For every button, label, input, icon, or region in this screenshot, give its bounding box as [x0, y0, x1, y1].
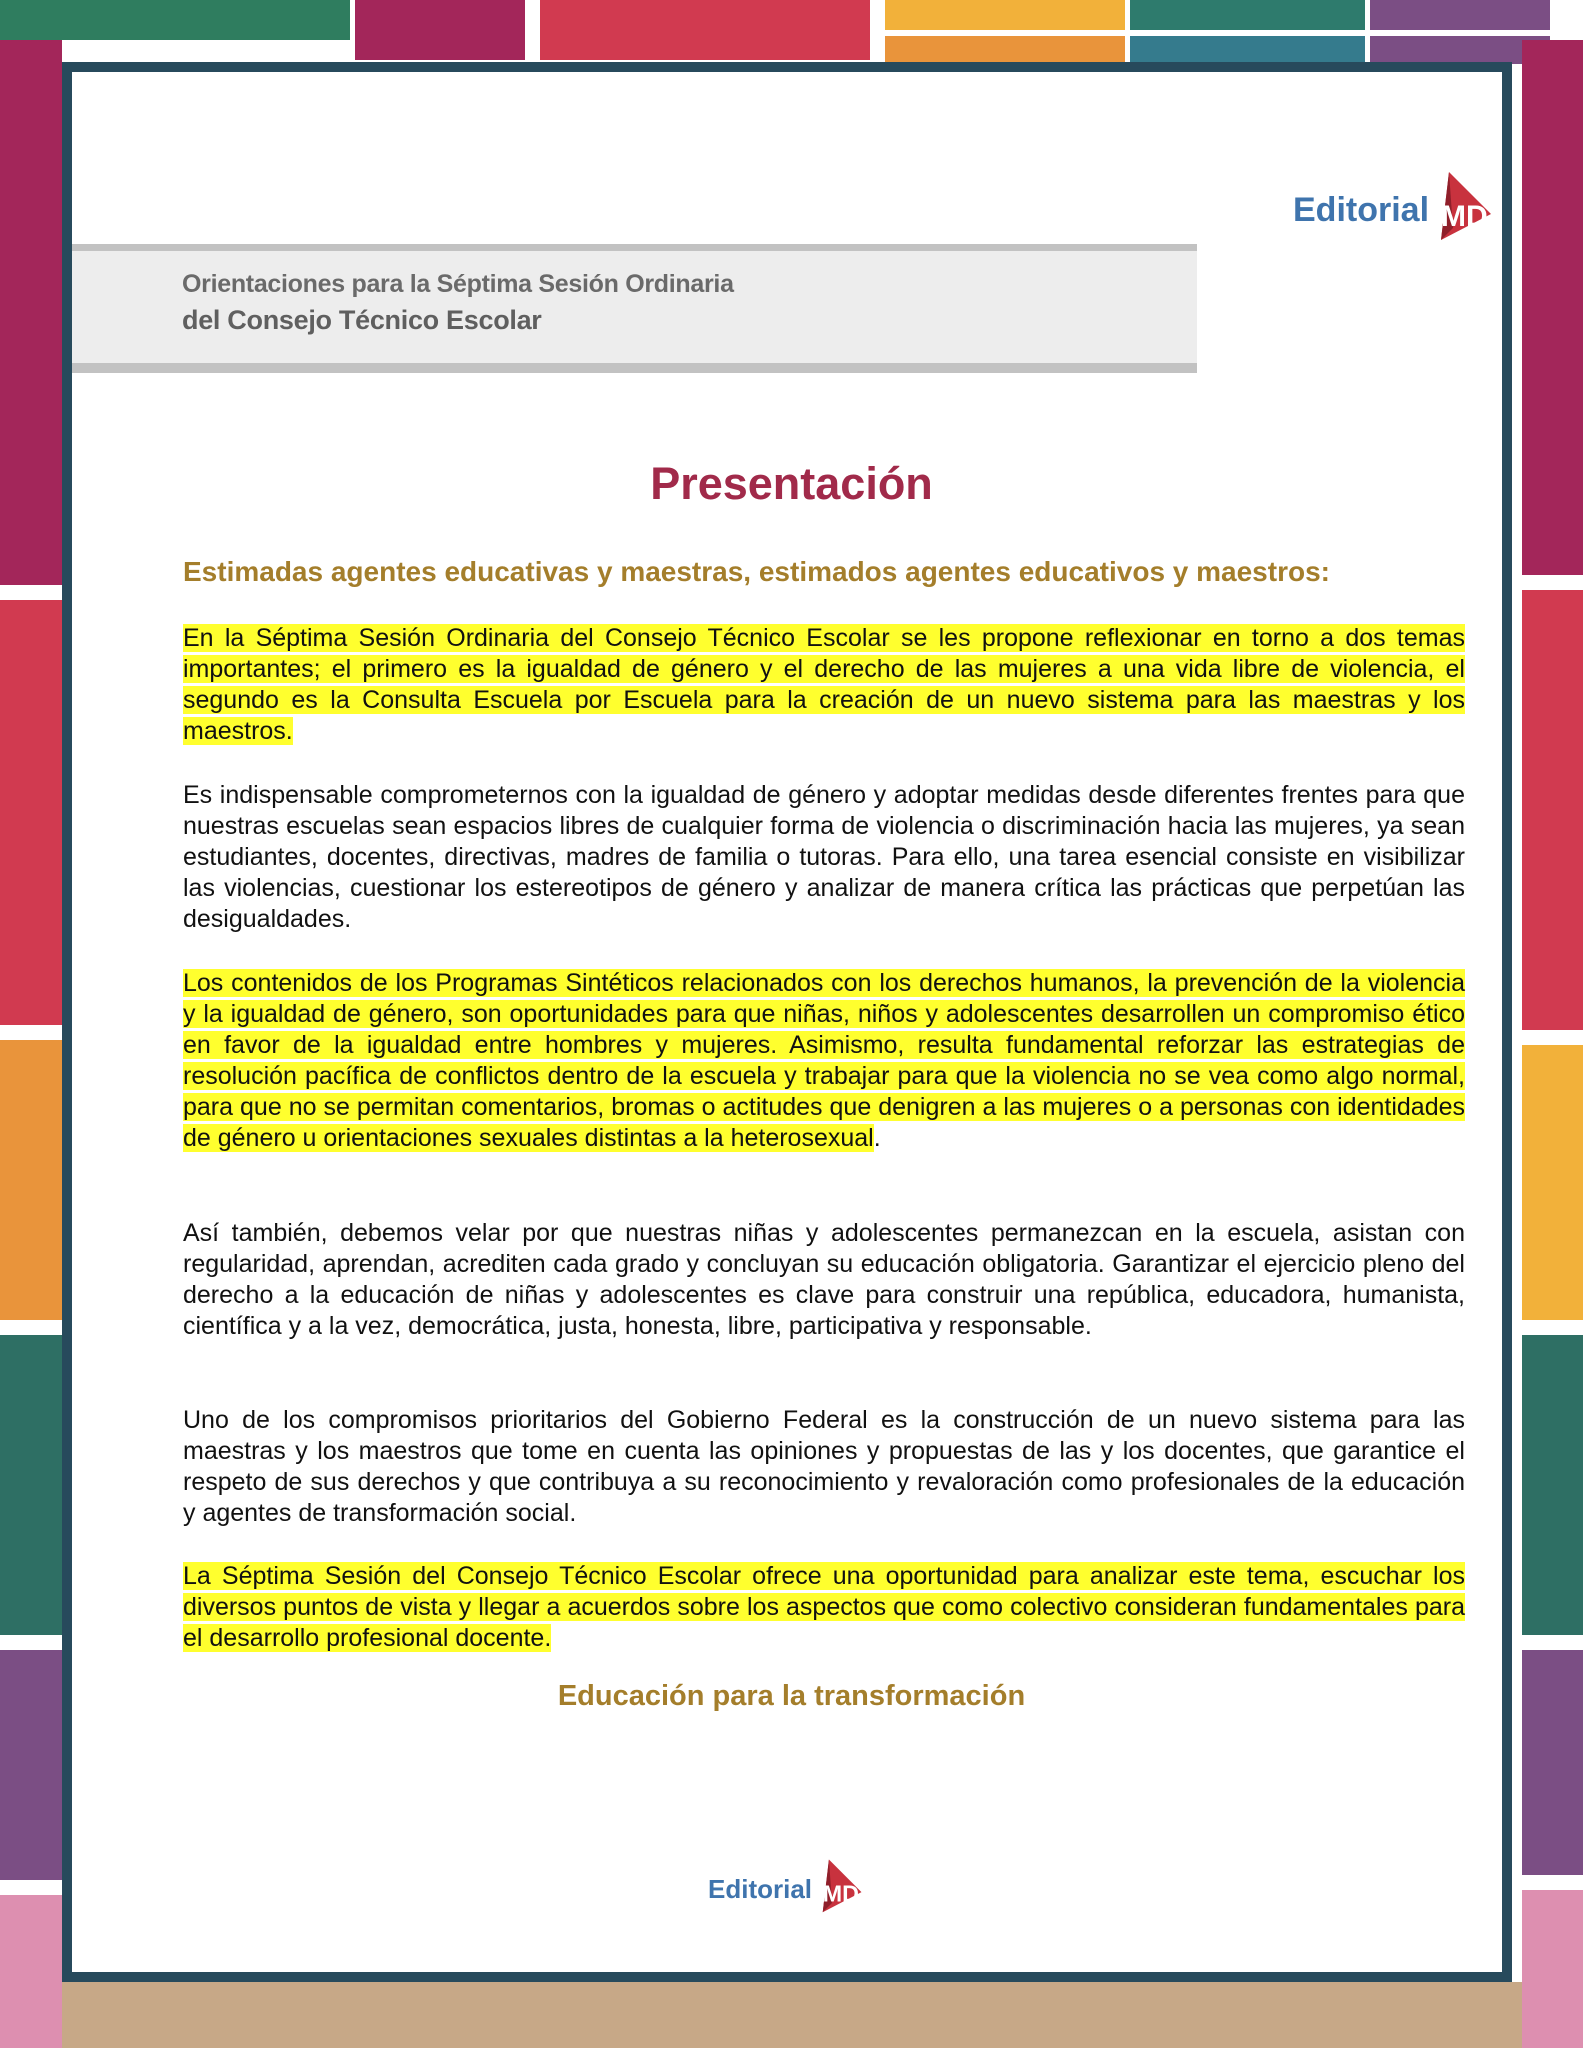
mosaic-tile [885, 36, 1125, 64]
paragraph-text: Es indispensable comprometernos con la igualdad de género y adoptar medidas desde diferentes frentes para que nuestras escuelas sean espacios libres de cualquier forma de violencia o discriminación hacia las mujeres, ya sean estudiantes, docentes, directivas, madres de familia o tutoras. Para ello, una tarea esencial consiste en visibilizar las violencias, cuestionar los estereotipos de género y analizar de manera crítica las prácticas que perpetúan las desigualdades. [183, 781, 1465, 933]
paragraph-3 [183, 968, 1465, 1154]
paragraph-5 [183, 1405, 1465, 1529]
paragraph-suffix: . [873, 1124, 881, 1152]
paragraph-1 [183, 623, 1465, 747]
mosaic-tile [1130, 36, 1365, 64]
logo-wordmark: Editorial [708, 1873, 813, 1904]
mosaic-tile [62, 1982, 1522, 2048]
paragraph-6 [183, 1561, 1465, 1654]
highlighted-text: En la Séptima Sesión Ordinaria del Consejo Técnico Escolar se les propone reflexionar en torno a dos temas importantes; el primero es la igualdad de género y el derecho de las mujeres a una vida libre de violencia, el segundo es la Consulta Escuela por Escuela para la creación de un nuevo sistema para las maestras y los maestros. [183, 624, 1465, 745]
mosaic-tile [1370, 0, 1550, 30]
logo-mark-text: MD [1441, 200, 1488, 233]
mosaic-tile [0, 1335, 62, 1635]
editorial-md-logo-icon [1431, 170, 1493, 250]
header-title-line2: del Consejo Técnico Escolar [182, 305, 542, 335]
document-title: Presentación [650, 458, 933, 509]
salutation: Estimadas agentes educativas y maestras, estimados agentes educativos y maestros: [183, 556, 1330, 587]
mosaic-tile [1522, 1045, 1583, 1320]
mosaic-tile [355, 0, 525, 60]
editorial-md-logo-icon [814, 1858, 864, 1920]
mosaic-tile [1130, 0, 1365, 30]
mosaic-tile [1522, 590, 1583, 1030]
mosaic-tile [1522, 1335, 1583, 1635]
logo-wordmark: Editorial [1293, 190, 1430, 229]
highlighted-text: Los contenidos de los Programas Sintéticos relacionados con los derechos humanos, la prevención de la violencia y la igualdad de género, son oportunidades para que niñas, niños y adolescentes desarrollen un compromiso ético en favor de la igualdad entre hombres y mujeres. Asimismo, resulta fundamental reforzar las estrategias de resolución pacífica de conflictos dentro de la escuela y trabajar para que la violencia no se vea como algo normal, para que no se permitan comentarios, bromas o actitudes que denigren a las mujeres o a personas con identidades de género u orientaciones sexuales distintas a la heterosexual [183, 969, 1465, 1152]
footer-logo [708, 1858, 864, 1920]
paragraph-4 [183, 1218, 1465, 1342]
header-logo [1293, 170, 1493, 250]
mosaic-tile [0, 1040, 62, 1320]
paragraph-2 [183, 780, 1465, 935]
mosaic-tile [540, 0, 870, 60]
mosaic-tile [0, 1895, 62, 2048]
mosaic-tile [885, 0, 1125, 30]
closing-motto: Educación para la transformación [557, 1680, 1026, 1712]
paragraph-text: Así también, debemos velar por que nuestras niñas y adolescentes permanezcan en la escuela, asistan con regularidad, aprendan, acrediten cada grado y concluyan su educación obligatoria. Garantizar el ejercicio pleno del derecho a la educación de niñas y adolescentes es clave para construir una república, educadora, humanista, científica y a la vez, democrática, justa, honesta, libre, participativa y responsable. [183, 1219, 1465, 1340]
header-band [72, 244, 1197, 373]
header-title-line1: Orientaciones para la Séptima Sesión Ordinaria [182, 270, 734, 298]
paragraph-text: Uno de los compromisos prioritarios del Gobierno Federal es la construcción de un nuevo sistema para las maestras y los maestros que tome en cuenta las opiniones y propuestas de las y los docentes, que garantice el respeto de sus derechos y que contribuya a su reconocimiento y revaloración como profesionales de la educación y agentes de transformación social. [183, 1406, 1465, 1527]
mosaic-tile [1522, 1890, 1583, 2048]
mosaic-tile [0, 0, 350, 40]
mosaic-tile [0, 600, 62, 1025]
logo-mark-text: MD [822, 1880, 859, 1907]
highlighted-text: La Séptima Sesión del Consejo Técnico Escolar ofrece una oportunidad para analizar este tema, escuchar los diversos puntos de vista y llegar a acuerdos sobre los aspectos que como colectivo consideran fundamentales para el desarrollo profesional docente. [183, 1562, 1465, 1652]
